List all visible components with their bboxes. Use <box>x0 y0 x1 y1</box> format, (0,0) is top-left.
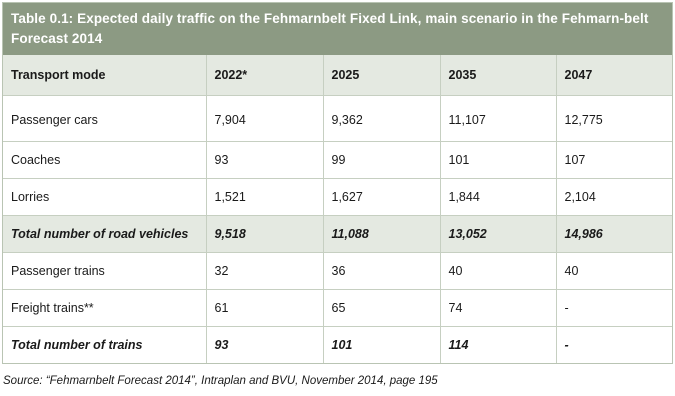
table-cell: 9,518 <box>206 216 323 253</box>
table-cell: 9,362 <box>323 96 440 142</box>
row-label: Lorries <box>3 179 206 216</box>
table-cell: 114 <box>440 327 556 364</box>
table-cell: 11,088 <box>323 216 440 253</box>
table-row <box>3 290 672 327</box>
column-header: Transport mode <box>3 55 206 96</box>
table-cell: 7,904 <box>206 96 323 142</box>
data-table <box>3 55 672 363</box>
table-cell: 61 <box>206 290 323 327</box>
table-row <box>3 179 672 216</box>
table-cell: 40 <box>556 253 672 290</box>
table-cell: 40 <box>440 253 556 290</box>
header-row <box>3 55 672 96</box>
total-row-road-vehicles <box>3 216 672 253</box>
row-label: Total number of trains <box>3 327 206 364</box>
table-cell: 93 <box>206 327 323 364</box>
table-row <box>3 253 672 290</box>
table-cell: 2,104 <box>556 179 672 216</box>
table-cell: 99 <box>323 142 440 179</box>
table-cell: 14,986 <box>556 216 672 253</box>
table-cell: 32 <box>206 253 323 290</box>
table-cell: 107 <box>556 142 672 179</box>
column-header: 2047 <box>556 55 672 96</box>
row-label: Freight trains** <box>3 290 206 327</box>
table-cell: - <box>556 327 672 364</box>
table-cell: 93 <box>206 142 323 179</box>
table-caption: Table 0.1: Expected daily traffic on the Fehmarnbelt Fixed Link, main scenario in the Fehmarn-belt Forecast 2014 <box>3 3 672 55</box>
source-note: Source: “Fehmarnbelt Forecast 2014”, Intraplan and BVU, November 2014, page 195 <box>3 375 438 387</box>
column-header: 2035 <box>440 55 556 96</box>
row-label: Passenger trains <box>3 253 206 290</box>
table-cell: 1,844 <box>440 179 556 216</box>
row-label: Total number of road vehicles <box>3 216 206 253</box>
row-label: Coaches <box>3 142 206 179</box>
table-cell: 13,052 <box>440 216 556 253</box>
table-cell: 11,107 <box>440 96 556 142</box>
table-cell: 74 <box>440 290 556 327</box>
column-header: 2022* <box>206 55 323 96</box>
row-label: Passenger cars <box>3 96 206 142</box>
table-row <box>3 96 672 142</box>
column-header: 2025 <box>323 55 440 96</box>
table-cell: 65 <box>323 290 440 327</box>
table-cell: 12,775 <box>556 96 672 142</box>
table-cell: - <box>556 290 672 327</box>
table-cell: 1,627 <box>323 179 440 216</box>
traffic-table <box>2 2 673 364</box>
total-row-trains <box>3 327 672 364</box>
table-cell: 36 <box>323 253 440 290</box>
table-cell: 101 <box>440 142 556 179</box>
table-cell: 101 <box>323 327 440 364</box>
table-row <box>3 142 672 179</box>
table-cell: 1,521 <box>206 179 323 216</box>
